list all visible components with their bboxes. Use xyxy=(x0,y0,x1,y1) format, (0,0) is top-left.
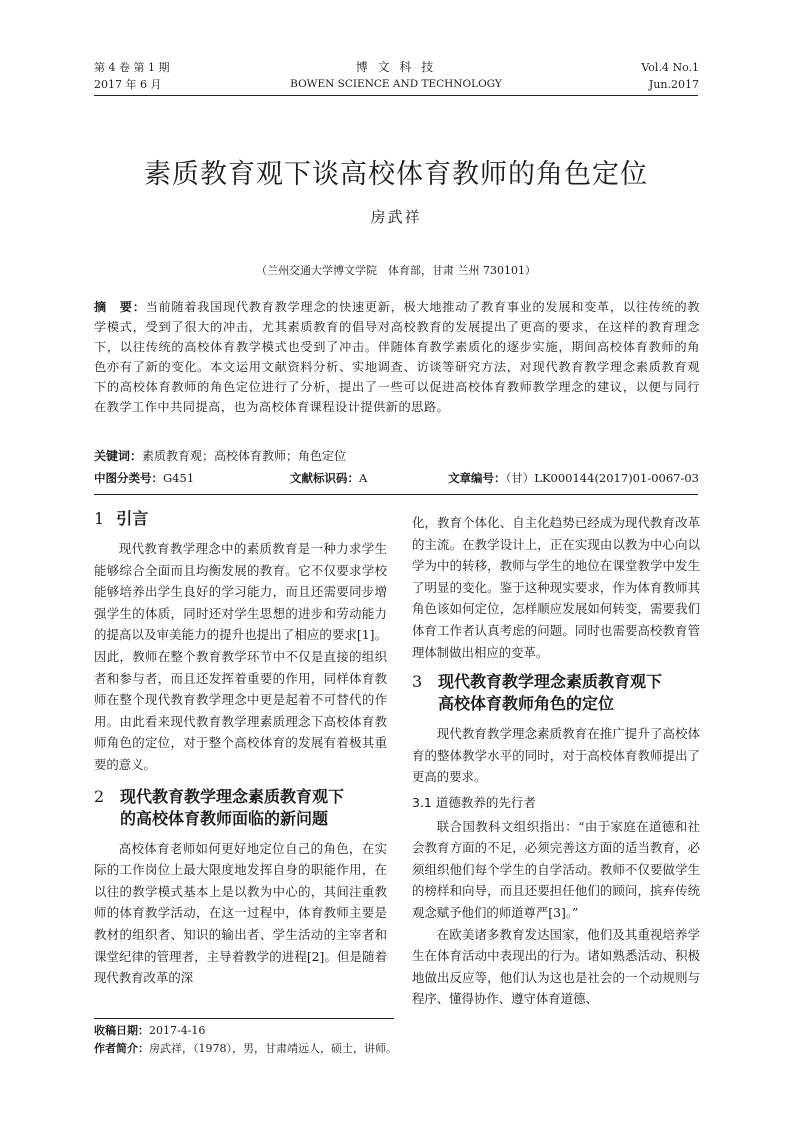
section-3-title-line2: 高校体育教师角色的定位 xyxy=(438,694,615,714)
article-title: 素质教育观下谈高校体育教师的角色定位 xyxy=(144,159,648,190)
section-1-number: 1 xyxy=(94,509,105,528)
received-value: 2017-4-16 xyxy=(149,1024,206,1037)
section-2-title-line2: 的高校体育教师面临的新问题 xyxy=(120,808,329,828)
journal-name-en: BOWEN SCIENCE AND TECHNOLOGY xyxy=(290,78,502,90)
doc-code-label: 文献标识码： xyxy=(290,471,359,485)
journal-volume-en: Vol.4 No.1 xyxy=(641,61,699,74)
journal-date-en: Jun.2017 xyxy=(648,78,699,91)
author-affiliation: （兰州交通大学博文学院 体育部，甘肃 兰州 730101） xyxy=(256,264,536,277)
section-2-paragraph: 高校体育老师如何更好地定位自己的角色，在实际的工作岗位上最大限度地发挥自身的职能作用，在以往的教学模式基本上是以教为中心的，其间注重教师的体育教学活动，在这一过程中，体育教师主要是教材的组织者、知识的输出者、学生活动的主宰者和课堂纪律的管理者，主导着教学的进程[2]。但是随着现代教育改革的深 xyxy=(94,840,387,986)
clc-number xyxy=(94,470,194,486)
right-column xyxy=(412,512,700,1010)
section-2-heading xyxy=(94,786,387,830)
received-label: 收稿日期： xyxy=(94,1024,149,1037)
section-3-number: 3 xyxy=(412,672,423,692)
journal-volume-issue: 第 4 卷 第 1 期 xyxy=(94,61,170,74)
section-3-1-heading: 3.1 道德教养的先行者 xyxy=(412,794,536,810)
keywords-label: 关键词： xyxy=(94,449,143,463)
section-1-heading xyxy=(94,508,387,530)
clc-label: 中图分类号： xyxy=(94,471,163,485)
keywords xyxy=(94,448,346,464)
bio-text: 房武祥，（1978），男，甘肃靖远人，硕士，讲师。 xyxy=(149,1042,397,1055)
section-3-1-paragraph-1: 联合国教科文组织指出：“由于家庭在道德和社会教育方面的不足，必须完善这方面的适当教育，必须组织他们每个学生的自学活动。教师不仅要做学生的榜样和向导，而且还要担任他们的顾问，摈弃传统观念赋予他们的师道尊严[3]。” xyxy=(412,818,700,920)
left-column xyxy=(94,508,387,989)
section-2-title-line1: 现代教育教学理念素质教育观下 xyxy=(120,786,345,806)
abstract xyxy=(94,297,700,417)
article-no-value: （甘）LK000144(2017)01-0067-03 xyxy=(505,471,699,485)
section-3-1-paragraph-2: 在欧美诸多教育发达国家，他们及其重视培养学生在体育活动中表现出的行为。诸如熟悉活动、积极地做出反应等，他们认为这也是社会的一个动规则与程序、懂得协作、遵守体育道德、 xyxy=(412,926,700,1007)
received-date xyxy=(94,1022,205,1039)
abstract-rule xyxy=(94,494,698,495)
section-3-title-line1: 现代教育教学理念素质教育观下 xyxy=(438,672,663,692)
header-rule xyxy=(94,95,698,96)
abstract-text: 当前随着我国现代教育教学理念的快速更新，极大地推动了教育事业的发展和变革，以往传统的教学模式，受到了很大的冲击，尤其素质教育的倡导对高校教育的发展提出了更高的要求，在这样的教育理念下，以往传统的高校体育教学模式也受到了冲击。伴随体育教学素质化的逐步实施，期间高校体育教师的角色亦有了新的变化。本文运用文献资料分析、实地调查、访谈等研究方法，对现代教育教学理念素质教育观下的高校体育教师的角色定位进行了分析，提出了一些可以促进高校体育教师教学理念的建议，以便与同行在教学工作中共同提高，也为高校体育课程设计提供新的思路。 xyxy=(94,300,701,414)
author-bio xyxy=(94,1040,397,1057)
section-1-title: 引言 xyxy=(116,509,149,528)
journal-date: 2017 年 6 月 xyxy=(94,78,162,91)
article-number xyxy=(448,470,699,486)
document-code xyxy=(290,470,367,486)
clc-value: G451 xyxy=(163,471,195,485)
footnote-rule xyxy=(94,1018,394,1019)
article-no-label: 文章编号： xyxy=(448,471,506,485)
section-2-paragraph-cont: 化，教育个体化、自主化趋势已经成为现代教育改革的主流。在教学设计上，正在实现由以教为中心向以学为中的转移，教师与学生的地位在课堂教学中发生了明显的变化。鉴于这种现实要求，作为体育教师其角色该如何定位，怎样顺应发展如何转变，需要我们体育工作者认真考虑的问题。同时也需要高校教育管理体制做出相应的变革。 xyxy=(412,515,700,660)
article-author: 房武祥 xyxy=(370,208,422,226)
bio-label: 作者简介： xyxy=(94,1042,149,1055)
journal-name: 博 文 科 技 xyxy=(355,60,437,74)
section-1-paragraph: 现代教育教学理念中的素质教育是一种力求学生能够综合全面而且均衡发展的教育。它不仅要求学校能够培养出学生良好的学习能力，而且还需要同步增强学生的体质，同时还对学生思想的进步和劳动能力的提高以及审美能力的提升也提出了相应的要求[1]。因此，教师在整个教育教学环节中不仅是直接的组织者和参与者，而且还发挥着重要的作用，同样体育教师在整个现代教育教学理念中更是起着不可替代的作用。由此看来现代教育教学理素质理念下高校体育教师角色的定位，对于整个高校体育的发展有着极其重要的意义。 xyxy=(94,541,387,772)
section-3-heading xyxy=(412,671,700,715)
abstract-label: 摘 要： xyxy=(94,300,146,314)
doc-code-value: A xyxy=(359,471,368,485)
section-3-paragraph: 现代教育教学理念素质教育在推广提升了高校体育的整体教学水平的同时，对于高校体育教师提出了更高的要求。 xyxy=(412,726,700,785)
section-2-number: 2 xyxy=(94,786,105,806)
keywords-text: 素质教育观；高校体育教师；角色定位 xyxy=(142,449,347,463)
